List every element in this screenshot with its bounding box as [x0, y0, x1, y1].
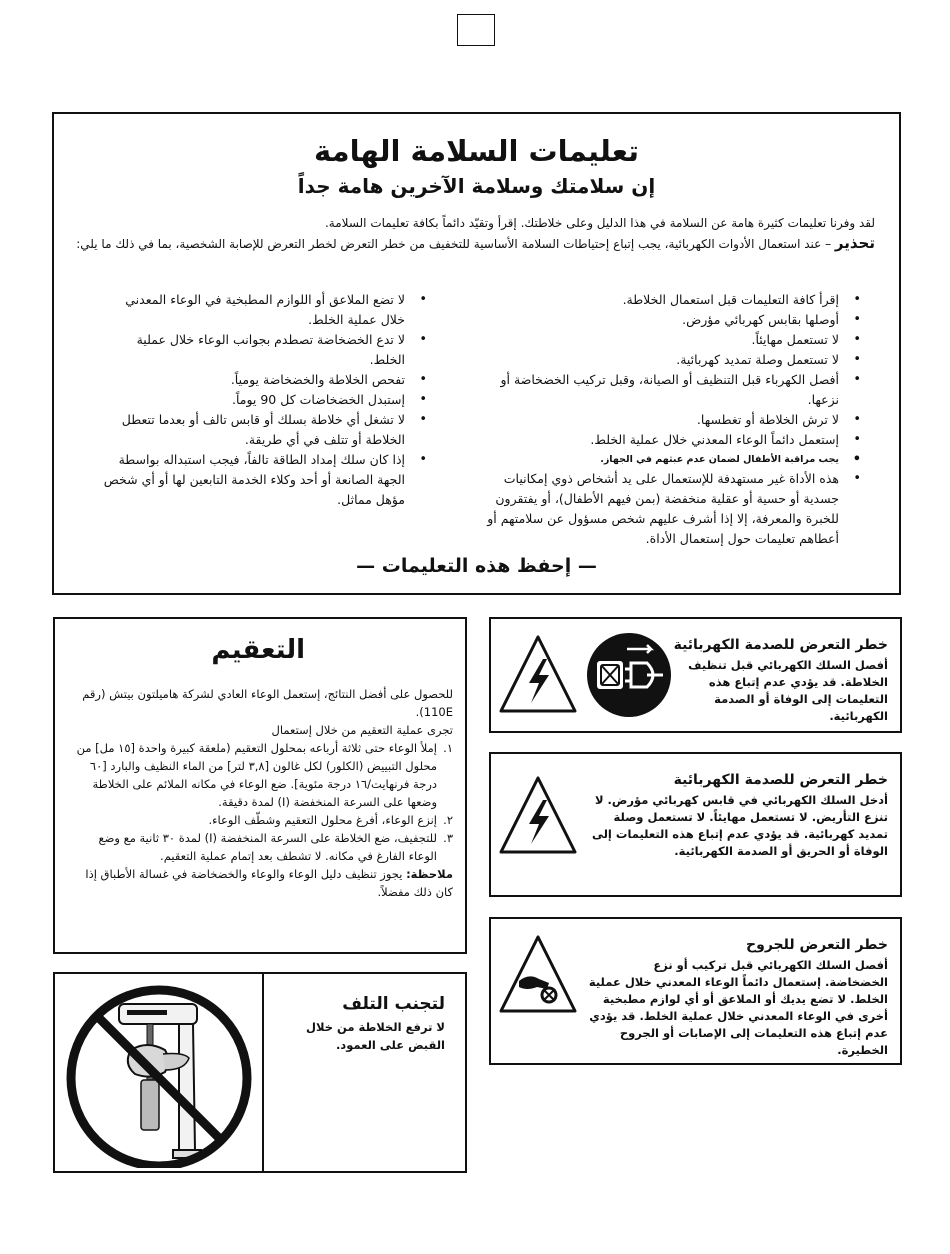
avoid-damage-text: لا ترفع الخلاطة من خلال القبض على العمود.	[306, 1020, 445, 1052]
list-item: • إقرأ كافة التعليمات قبل استعمال الخلاطة.	[487, 290, 863, 310]
sanitizing-note	[71, 865, 453, 901]
list-item: • تفحص الخلاطة والخضخاضة يومياً.	[99, 370, 429, 390]
warning-text: أفصل السلك الكهربائي قبل تركيب أو نزع الخضخاضة. إستعمال دائماً الوعاء المعدني خلال عملية الخلط. لا تضع يديك أو الملاعق أو أي لوازم مطبخية أخرى في الوعاء المعدني خلال عملية الخلط. قد يؤدي عدم إتباع هذه التعليمات إلى الإصابات أو الجروح الخطيرة.	[588, 958, 888, 1057]
warning-text: أفصل السلك الكهربائي قبل تنظيف الخلاطة. قد يؤدي عدم إتباع هذه التعليمات إلى الوفاة أو الصدمة الكهربائية.	[688, 658, 888, 723]
list-item: • لا ترش الخلاطة أو تغطسها.	[487, 410, 863, 430]
sanitizing-lead: تجرى عملية التعقيم من خلال إستعمال	[271, 723, 453, 737]
list-item: • يجب مراقبة الأطفال لضمان عدم عبثهم في الجهاز.	[487, 453, 863, 467]
safety-warning	[74, 234, 875, 254]
safety-intro: لقد وفرنا تعليمات كثيرة هامة عن السلامة في هذا الدليل وعلى خلاطتك. إقرأ وتقيّد دائماً بكافة تعليمات السلامة.	[324, 216, 875, 230]
sanitizing-title: التعقيم	[211, 635, 305, 665]
warning-text: أدخل السلك الكهربائي في قابس كهربائي مؤرض. لا تنزع التأريض. لا تستعمل مهايئاً. لا تستعمل وصلة تمديد كهربائية. قد يؤدي عدم إتباع هذه التعليمات إلى الوفاة أو الحريق أو الصدمة الكهربائية.	[591, 793, 888, 858]
step-number: ١.	[443, 741, 453, 755]
page-number-box	[457, 14, 495, 46]
warning-box-shock-unplug	[489, 617, 902, 733]
step-number: ٢.	[443, 813, 453, 827]
list-item: • لا تستعمل مهايئاً.	[487, 330, 863, 350]
step-text: إملأ الوعاء حتى ثلاثة أرباعه بمحلول التعقيم (ملعقة كبيرة واحدة [١٥ مل] من محلول التبييض (الكلور) لكل غالون [٣,٨ لتر] من الماء النظيف والبارد [٦٠ درجة فرنهايت/١٦ درجة مئوية]. ضع الوعاء في مكانه الملائم على الخلاطة وضعها على السرعة المنخفضة (I) لمدة دقيقة.	[76, 741, 437, 809]
sanitizing-steps	[71, 739, 453, 865]
warning-title: خطر التعرض للجروح	[746, 937, 888, 953]
safety-instructions-box	[52, 112, 901, 595]
warning-text: – عند استعمال الأدوات الكهربائية، يجب إتباع إحتياطات السلامة الأساسية للتخفيف من خطر التعرض لخطر التعرض للإصابة الشخصية، بما في ذلك ما يلي:	[76, 237, 835, 251]
list-item: • إستعمل دائماً الوعاء المعدني خلال عملية الخلط.	[487, 430, 863, 450]
electric-shock-triangle-icon	[497, 633, 579, 717]
list-item: • لا تستعمل وصلة تمديد كهربائية.	[487, 350, 863, 370]
list-item: • لا تشغل أي خلاطة بسلك أو قابس تالف أو بعدما تتعطل الخلاطة أو تتلف في أي طريقة.	[99, 410, 429, 450]
list-item: • إستبدل الخضخاضات كل 90 يوماً.	[99, 390, 429, 410]
safety-title: تعليمات السلامة الهامة	[314, 134, 639, 168]
safety-subtitle: إن سلامتك وسلامة الآخرين هامة جداً	[297, 174, 656, 198]
list-item: • أفصل الكهرباء قبل التنظيف أو الصيانة، وقبل تركيب الخضخاضة أو نزعها.	[487, 370, 863, 410]
step-text: للتجفيف، ضع الخلاطة على السرعة المنخفضة (I) لمدة ٣٠ ثانية مع وضع الوعاء الفارغ في مكانه. لا تشطف بعد إتمام عملية التعقيم.	[98, 831, 437, 863]
step-number: ٣.	[443, 831, 453, 845]
warning-box-shock-grounded	[489, 752, 902, 897]
note-label: ملاحظة:	[406, 867, 453, 881]
warning-box-laceration	[489, 917, 902, 1065]
sanitizing-box	[53, 617, 467, 954]
list-item: • أوصلها بقابس كهربائي مؤرض.	[487, 310, 863, 330]
divider	[262, 974, 264, 1171]
avoid-damage-title: لتجنب التلف	[342, 994, 445, 1014]
list-item: • لا تضع الملاعق أو اللوازم المطبخية في الوعاء المعدني خلال عملية الخلط.	[99, 290, 429, 330]
cut-hazard-triangle-icon	[497, 933, 579, 1017]
list-item	[71, 829, 453, 865]
list-item: • هذه الأداة غير مستهدفة للإستعمال على يد أشخاص ذوي إمكانيات جسدية أو حسية أو عقلية منخفضة (بمن فيهم الأطفال)، أو يفتقرون للخبرة والمعرفة، إلا إذا أشرف عليهم شخص مسؤول عن سلامتهم أو أعطاهم تعليمات حول إستعمال الأداة.	[487, 469, 863, 549]
list-item	[71, 811, 453, 829]
electric-shock-triangle-icon	[497, 774, 579, 858]
list-item: • لا تدع الخضخاضة تصطدم بجوانب الوعاء خلال عملية الخلط.	[99, 330, 429, 370]
safety-list-right	[487, 290, 863, 549]
warning-label: تحذير	[834, 234, 875, 252]
list-item: • إذا كان سلك إمداد الطاقة تالفاً، فيجب استبداله بواسطة الجهة الصانعة أو أحد وكلاء الخدمة التابعين لها أو أي شخص مؤهل مماثل.	[99, 450, 429, 510]
list-item	[71, 739, 453, 811]
no-lift-by-spindle-icon	[61, 980, 257, 1168]
warning-title: خطر التعرض للصدمة الكهربائية	[673, 772, 888, 788]
avoid-damage-box	[53, 972, 467, 1173]
note-text: يجوز تنظيف دليل الوعاء والوعاء والخضخاضة في غسالة الأطباق إذا كان ذلك مفضلاً.	[85, 867, 453, 899]
unplug-icon	[585, 631, 673, 719]
sanitizing-intro: للحصول على أفضل النتائج، إستعمل الوعاء العادي لشركة هاميلتون بيتش (رقم 110E).	[82, 687, 453, 719]
sanitizing-body	[71, 685, 453, 901]
save-instructions-heading: — إحفظ هذه التعليمات —	[356, 555, 597, 577]
safety-list-left	[99, 290, 429, 510]
warning-title: خطر التعرض للصدمة الكهربائية	[673, 637, 888, 653]
step-text: إنزع الوعاء، أفرغ محلول التعقيم وشطّف الوعاء.	[208, 813, 437, 827]
